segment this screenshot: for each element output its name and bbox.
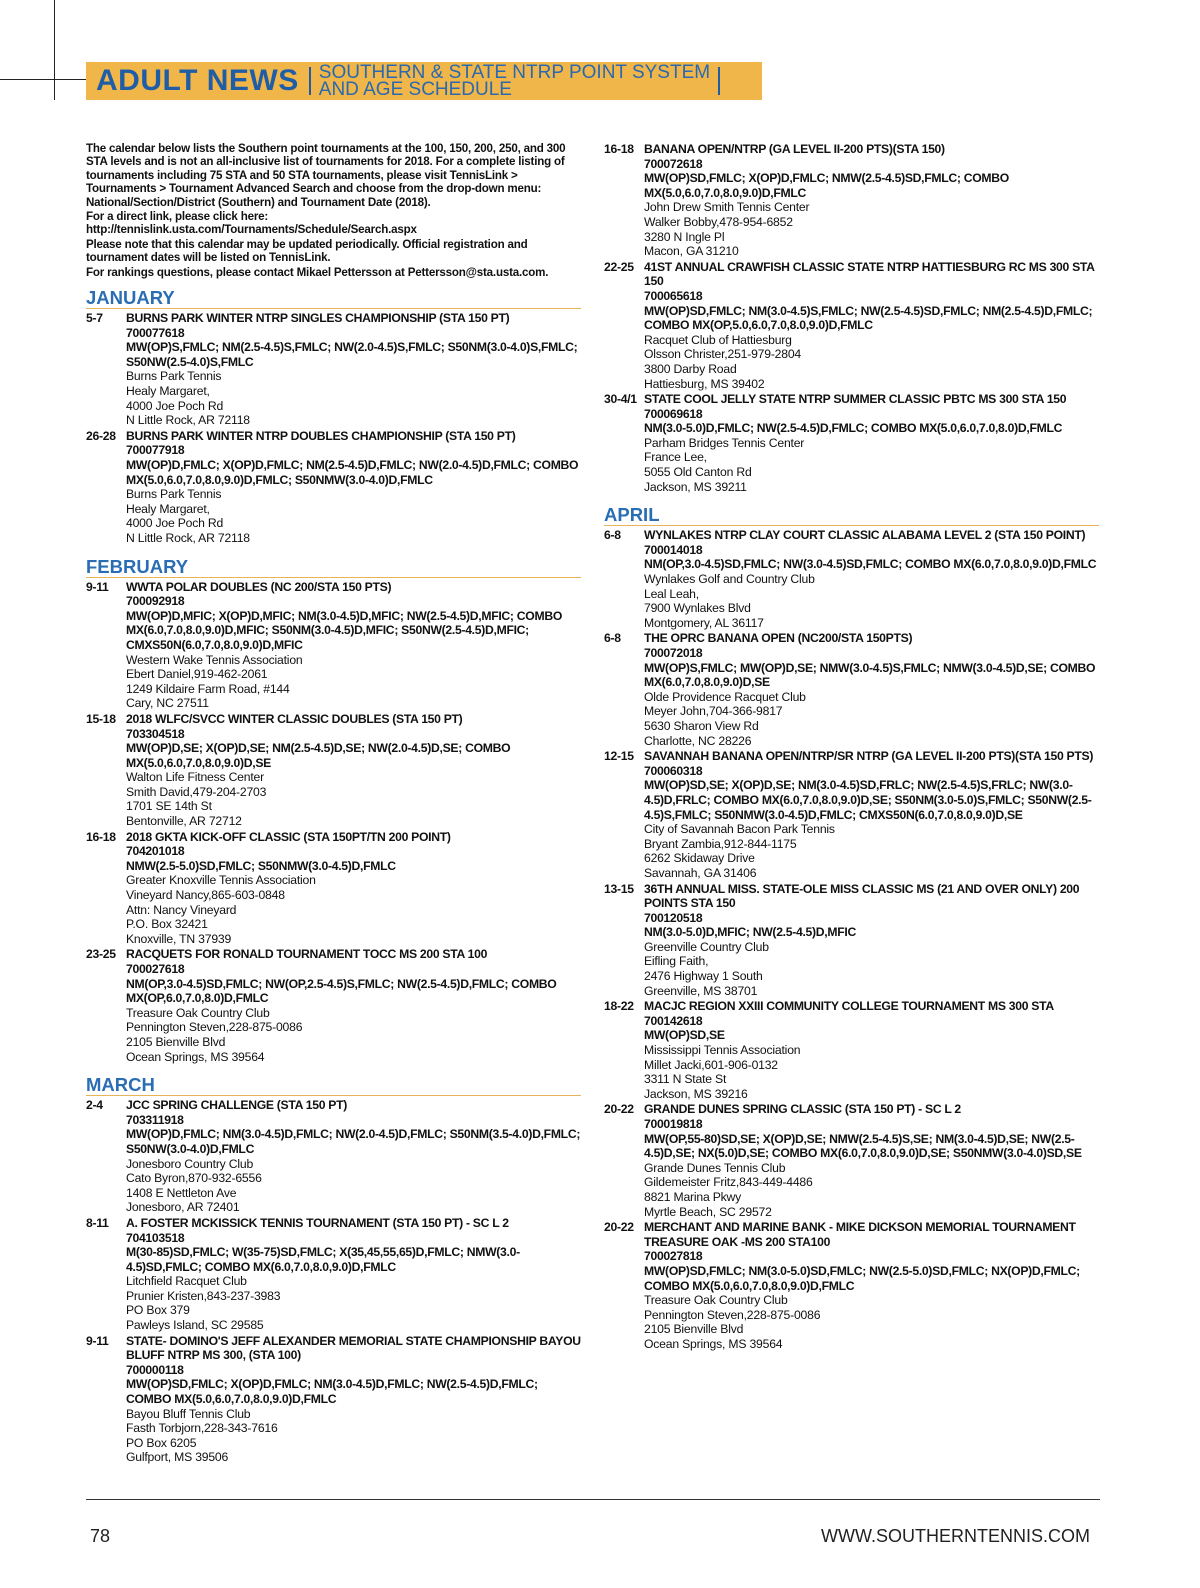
tournament-entry [604,999,1099,1101]
tournament-divisions: MW(OP)S,FMLC; MW(OP)D,SE; NMW(3.0-4.5)S,FMLC; NMW(3.0-4.5)D,SE; COMBO MX(6.0,7.0,8.0,9.0)D,SE [644,660,1096,690]
tournament-title: BURNS PARK WINTER NTRP SINGLES CHAMPIONSHIP (STA 150 PT) [126,311,510,326]
tournament-contact-line: Meyer John,704-366-9817 [644,704,783,719]
tournament-contact-line: Eifling Faith, [644,954,709,969]
tournament-dates: 13-15 [604,881,634,896]
tournament-contact-line: Olsson Christer,251-979-2804 [644,347,801,362]
tournament-contact-line: Bayou Bluff Tennis Club [126,1406,251,1421]
tournament-contact-line: Walton Life Fitness Center [126,770,264,785]
tournament-entry [604,142,1099,259]
tournament-contact-line: Wynlakes Golf and Country Club [644,572,815,587]
tournament-entry [86,311,581,428]
right-lead-events [604,142,1099,494]
tournament-dates: 5-7 [86,311,103,326]
banner-subtitle [319,64,710,98]
tournament-dates: 8-11 [86,1215,109,1230]
tournament-divisions: MW(OP)SD,SE [644,1028,725,1043]
tournament-details [644,1102,1099,1219]
right-column [604,142,1099,1353]
tournament-details [644,999,1099,1101]
tournament-entry [86,580,581,711]
tournament-divisions: MW(OP)SD,FMLC; NM(3.0-4.5)S,FMLC; NW(2.5-4.5)SD,FMLC; NM(2.5-4.5)D,FMLC; COMBO MX(OP,5.0,6.0,7.0,8.0,9.0)D,FMLC [644,303,1093,333]
tournament-dates: 9-11 [86,1333,109,1348]
tournament-contact-line: Macon, GA 31210 [644,244,739,259]
intro-paragraph: For rankings questions, please contact Mikael Pettersson at Pettersson@sta.usta.com. [86,265,549,279]
tournament-divisions: MW(OP)D,MFIC; X(OP)D,MFIC; NM(3.0-4.5)D,MFIC; NW(2.5-4.5)D,MFIC; COMBO MX(6.0,7.0,8.0,9.0)D,MFIC; S50NM(3.0-4.5)D,MFIC; S50NW(2.5-4.5)D,MFIC; CMXS50N(6.0,7.0,8.0,9.0)D,MFIC [126,608,562,652]
tournament-contact-line: Hattiesburg, MS 39402 [644,376,765,391]
website-link[interactable]: WWW.SOUTHERNTENNIS.COM [821,1526,1090,1546]
banner-subtitle-line2: AND AGE SCHEDULE [318,79,512,100]
tournament-contact-line: 5055 Old Canton Rd [644,465,752,480]
tournament-title: STATE COOL JELLY STATE NTRP SUMMER CLASSIC PBTC MS 300 STA 150 [644,392,1067,407]
crop-mark-horizontal [0,79,86,80]
tournament-details [126,1334,581,1465]
intro-text [86,142,581,279]
tournament-contact-line: 1408 E Nettleton Ave [126,1185,237,1200]
tournament-id: 700077618 [126,325,185,340]
tournament-title: A. FOSTER MCKISSICK TENNIS TOURNAMENT (STA 150 PT) - SC L 2 [126,1215,509,1230]
tournament-dates: 23-25 [86,947,116,962]
banner-title: ADULT NEWS [96,64,299,97]
tournament-contact-line: Burns Park Tennis [126,487,222,502]
tournament-contact-line: Myrtle Beach, SC 29572 [644,1204,772,1219]
tournament-title: THE OPRC BANANA OPEN (NC200/STA 150PTS) [644,631,913,646]
tournament-contact-line: City of Savannah Bacon Park Tennis [644,822,835,837]
tournament-contact-line: Grande Dunes Tennis Club [644,1160,786,1175]
tournament-details [126,712,581,829]
left-month-list [86,289,581,1465]
tournament-id: 704201018 [126,844,185,859]
tournament-contact-line: Jonesboro Country Club [126,1156,254,1171]
tournament-dates: 9-11 [86,579,109,594]
tournament-contact-line: Cary, NC 27511 [126,696,209,711]
tournament-dates: 6-8 [604,631,621,646]
month-heading: APRIL [604,506,1099,526]
tournament-entry [86,947,581,1064]
tournament-divisions: MW(OP)SD,FMLC; X(OP)D,FMLC; NM(3.0-4.5)D,FMLC; NW(2.5-4.5)D,FMLC; COMBO MX(5.0,6.0,7.0,8.0,9.0)D,FMLC [126,1377,538,1407]
tournament-contact-line: Millet Jacki,601-906-0132 [644,1057,778,1072]
tournament-contact-line: Prunier Kristen,843-237-3983 [126,1288,281,1303]
tournament-contact-line: Treasure Oak Country Club [126,1005,270,1020]
tournament-contact-line: Litchfield Racquet Club [126,1274,247,1289]
tournament-contact-line: 2105 Bienville Blvd [126,1034,226,1049]
tournament-contact-line: Mississippi Tennis Association [644,1043,801,1058]
tournament-details [126,580,581,711]
tournament-contact-line: Pennington Steven,228-875-0086 [126,1020,303,1035]
tournament-entry [604,631,1099,748]
tournament-contact-line: Smith David,479-204-2703 [126,784,267,799]
tournament-divisions: NM(3.0-5.0)D,MFIC; NW(2.5-4.5)D,MFIC [644,925,856,940]
tournament-contact-line: Pennington Steven,228-875-0086 [644,1307,821,1322]
tournament-contact-line: 6262 Skidaway Drive [644,851,755,866]
tournament-details [644,749,1099,880]
tournament-title: 2018 GKTA KICK-OFF CLASSIC (STA 150PT/TN 200 POINT) [126,829,451,844]
month-heading: JANUARY [86,289,581,309]
section-banner [86,62,762,100]
tournament-contact-line: 1701 SE 14th St [126,799,212,814]
tournament-contact-line: Charlotte, NC 28226 [644,733,752,748]
footer-rule [86,1499,1100,1500]
tournament-contact-line: 3800 Darby Road [644,361,737,376]
crop-mark-vertical [54,0,55,100]
tournament-contact-line: Gildemeister Fritz,843-449-4486 [644,1175,813,1190]
tournament-contact-line: Burns Park Tennis [126,369,222,384]
tournament-divisions: MW(OP)D,FMLC; NM(3.0-4.5)D,FMLC; NW(2.0-4.5)D,FMLC; S50NM(3.5-4.0)D,FMLC; S50NW(3.0-4.0)D,FMLC [126,1127,581,1156]
tournament-divisions: MW(OP)D,SE; X(OP)D,SE; NM(2.5-4.5)D,SE; NW(2.0-4.5)D,SE; COMBO MX(5.0,6.0,7.0,8.0,9.0)D,SE [126,741,511,770]
tournament-title: BURNS PARK WINTER NTRP DOUBLES CHAMPIONSHIP (STA 150 PT) [126,428,516,443]
tournament-entry [86,429,581,546]
tournament-details [126,1216,581,1333]
tournament-divisions: MW(OP)SD,SE; X(OP)D,SE; NM(3.0-4.5)SD,FRLC; NW(2.5-4.5)S,FRLC; NW(3.0-4.5)D,FRLC; COMBO MX(6.0,7.0,8.0,9.0)D,SE; S50NM(3.0-5.0)S,FMLC; S50NW(2.5-4.5)S,FMLC; S50NMW(3.0-4.5)D,FMLC; CMXS50N(6.0,7.0,8.0,9.0)D,SE [644,778,1092,822]
tournament-entry [604,882,1099,999]
tournament-dates: 16-18 [604,142,634,156]
tournament-entry [86,830,581,947]
tournament-id: 700065618 [644,288,703,303]
tournament-id: 700120518 [644,910,703,925]
tournament-title: WWTA POLAR DOUBLES (NC 200/STA 150 PTS) [126,579,392,594]
tournament-title: BANANA OPEN/NTRP (GA LEVEL II-200 PTS)(STA 150) [644,142,945,156]
tournament-title: RACQUETS FOR RONALD TOURNAMENT TOCC MS 200 STA 100 [126,947,488,962]
tournament-contact-line: Parham Bridges Tennis Center [644,435,805,450]
tournament-contact-line: Fasth Torbjorn,228-343-7616 [126,1421,278,1436]
tournament-contact-line: Healy Margaret, [126,384,210,399]
tournament-dates: 12-15 [604,749,634,764]
tournament-contact-line: Walker Bobby,478-954-6852 [644,214,793,229]
tournament-details [126,830,581,947]
tournament-id: 700092918 [126,594,185,609]
left-column [86,142,581,1466]
tournament-divisions: MW(OP)SD,FMLC; NM(3.0-5.0)SD,FMLC; NW(2.5-5.0)SD,FMLC; NX(OP)D,FMLC; COMBO MX(5.0,6.0,7.0,8.0,9.0)D,FMLC [644,1263,1080,1293]
tournament-details [126,947,581,1064]
tournament-id: 704103518 [126,1230,185,1245]
tournament-dates: 16-18 [86,829,116,844]
tournament-divisions: M(30-85)SD,FMLC; W(35-75)SD,FMLC; X(35,45,55,65)D,FMLC; NMW(3.0-4.5)SD,FMLC; COMBO MX(6.0,7.0,8.0,9.0)D,FMLC [126,1245,520,1274]
tournament-details [644,142,1099,259]
tournament-contact-line: John Drew Smith Tennis Center [644,200,810,215]
tournament-title: GRANDE DUNES SPRING CLASSIC (STA 150 PT) - SC L 2 [644,1102,961,1117]
tournament-id: 700027818 [644,1249,703,1264]
tournament-details [126,429,581,546]
tournament-entry [604,1102,1099,1219]
tournament-contact-line: Gulfport, MS 39506 [126,1450,229,1465]
tournament-id: 700014018 [644,542,703,557]
tournament-contact-line: Attn: Nancy Vineyard [126,902,237,917]
tournament-contact-line: Ocean Springs, MS 39564 [126,1049,265,1064]
tournament-contact-line: PO Box 379 [126,1303,190,1318]
tournament-contact-line: 5630 Sharon View Rd [644,718,759,733]
tournament-details [644,392,1099,494]
intro-paragraph: The calendar below lists the Southern point tournaments at the 100, 150, 200, 250, and 300 STA levels and is not an all-inclusive list of tournaments for 2018. For a complete listing of tournaments including 75 STA and 50 STA tournaments, please visit TennisLink > Tournaments > Tournament Advanced Search and choose from the drop-down menu: National/Section/District (Southern) and Tournament Date (2018). [86,142,566,209]
tournament-contact-line: Jackson, MS 39211 [644,479,747,494]
tournament-entry [604,392,1099,494]
tournament-contact-line: Healy Margaret, [126,501,210,516]
tournament-contact-line: 2105 Bienville Blvd [644,1322,744,1337]
tournament-id: 700027618 [126,962,185,976]
tournament-id: 700072018 [644,646,703,660]
tournament-contact-line: P.O. Box 32421 [126,917,208,932]
tournament-contact-line: N Little Rock, AR 72118 [126,413,250,428]
tournament-divisions: NM(OP,3.0-4.5)SD,FMLC; NW(OP,2.5-4.5)S,FMLC; NW(2.5-4.5)D,FMLC; COMBO MX(OP,6.0,7.0,8.0)D,FMLC [126,976,557,1006]
tournament-details [644,528,1099,630]
tournament-contact-line: 3311 N State St [644,1072,727,1087]
tournament-details [644,882,1099,999]
page-number: 78 [90,1526,111,1546]
tournament-title: STATE- DOMINO'S JEFF ALEXANDER MEMORIAL STATE CHAMPIONSHIP BAYOU BLUFF NTRP MS 300, (STA 100) [126,1333,581,1363]
tournament-divisions: MW(OP)S,FMLC; NM(2.5-4.5)S,FMLC; NW(2.0-4.5)S,FMLC; S50NM(3.0-4.0)S,FMLC; S50NW(2.5-4.0)S,FMLC [126,340,578,369]
tournament-title: MACJC REGION XXIII COMMUNITY COLLEGE TOURNAMENT MS 300 STA [644,999,1054,1014]
tournament-contact-line: Greenville, MS 38701 [644,983,758,998]
tournament-entry [604,260,1099,391]
tournament-contact-line: Olde Providence Racquet Club [644,689,806,704]
tournament-contact-line: France Lee, [644,450,707,465]
tournament-entry [604,528,1099,630]
tournament-entry [86,1098,581,1215]
tournament-contact-line: 2476 Highway 1 South [644,969,763,984]
tournament-contact-line: Racquet Club of Hattiesburg [644,332,792,347]
tournament-contact-line: 4000 Joe Poch Rd [126,516,224,531]
tournament-details [644,631,1099,748]
tournament-contact-line: 8821 Marina Pkwy [644,1189,742,1204]
tournament-contact-line: Jackson, MS 39216 [644,1086,748,1101]
tournament-divisions: NM(OP,3.0-4.5)SD,FMLC; NW(3.0-4.5)SD,FMLC; COMBO MX(6.0,7.0,8.0,9.0)D,FMLC [644,557,1097,572]
tournament-title: MERCHANT AND MARINE BANK - MIKE DICKSON MEMORIAL TOURNAMENT TREASURE OAK -MS 200 STA100 [644,1220,1076,1249]
tournament-entry [86,1334,581,1465]
tournament-contact-line: 4000 Joe Poch Rd [126,398,224,413]
tournament-contact-line: Greater Knoxville Tennis Association [126,873,316,888]
tournament-entry [604,1220,1099,1351]
tournament-contact-line: Greenville Country Club [644,939,769,954]
tournament-title: 41ST ANNUAL CRAWFISH CLASSIC STATE NTRP HATTIESBURG RC MS 300 STA 150 [644,259,1095,289]
tournament-id: 700072618 [644,156,703,171]
month-heading: MARCH [86,1076,581,1096]
tournament-contact-line: Cato Byron,870-932-6556 [126,1171,262,1186]
banner-subtitle-line1: SOUTHERN & STATE NTRP POINT SYSTEM [318,62,711,83]
tournament-contact-line: Pawleys Island, SC 29585 [126,1318,264,1333]
tournament-dates: 6-8 [604,528,621,543]
tournament-contact-line: Bryant Zambia,912-844-1175 [644,836,797,851]
tournament-id: 703304518 [126,726,185,741]
tournament-contact-line: Savannah, GA 31406 [644,865,757,880]
tournament-contact-line: Bentonville, AR 72712 [126,814,242,829]
tournament-details [126,311,581,428]
tournament-details [644,260,1099,391]
tournament-id: 700077918 [126,443,185,458]
tournament-id: 700142618 [644,1013,703,1028]
tournament-contact-line: Montgomery, AL 36117 [644,615,764,630]
tournament-title: WYNLAKES NTRP CLAY COURT CLASSIC ALABAMA LEVEL 2 (STA 150 POINT) [644,528,1086,543]
month-heading: FEBRUARY [86,558,581,578]
tournament-divisions: NMW(2.5-5.0)SD,FMLC; S50NMW(3.0-4.5)D,FMLC [126,858,396,873]
tournament-dates: 26-28 [86,428,116,443]
tournament-id: 700019818 [644,1117,703,1131]
tournament-contact-line: 3280 N Ingle Pl [644,229,725,244]
tournament-entry [86,1216,581,1333]
tournament-details [126,1098,581,1215]
banner-divider [309,67,311,95]
tournament-contact-line: 1249 Kildaire Farm Road, #144 [126,681,290,696]
tournament-dates: 20-22 [604,1102,634,1117]
intro-paragraph: Please note that this calendar may be updated periodically. Official registration and tournament dates will be listed on TennisLink. [86,237,528,265]
tournament-id: 700069618 [644,406,703,421]
right-month-list [604,506,1099,1351]
tournament-contact-line: Jonesboro, AR 72401 [126,1200,240,1215]
tournament-contact-line: Knoxville, TN 37939 [126,931,232,946]
tournament-contact-line: Ebert Daniel,919-462-2061 [126,667,268,682]
tournament-id: 700000118 [126,1362,184,1377]
tournament-dates: 15-18 [86,711,116,726]
tournament-contact-line: Western Wake Tennis Association [126,652,303,667]
tournament-id: 703311918 [126,1112,184,1127]
tournament-details [644,1220,1099,1351]
tournament-contact-line: Leal Leah, [644,586,699,601]
tournament-id: 700060318 [644,763,703,778]
tournament-divisions: MW(OP,55-80)SD,SE; X(OP)D,SE; NMW(2.5-4.5)S,SE; NM(3.0-4.5)D,SE; NW(2.5-4.5)D,SE; NX(5.0)D,SE; COMBO MX(6.0,7.0,8.0,9.0)D,SE; S50NMW(3.0-4.0)SD,SE [644,1131,1082,1161]
tournament-title: 2018 WLFC/SVCC WINTER CLASSIC DOUBLES (STA 150 PT) [126,711,463,726]
tournament-title: SAVANNAH BANANA OPEN/NTRP/SR NTRP (GA LEVEL II-200 PTS)(STA 150 PTS) [644,749,1094,764]
tournament-divisions: MW(OP)SD,FMLC; X(OP)D,FMLC; NMW(2.5-4.5)SD,FMLC; COMBO MX(5.0,6.0,7.0,8.0,9.0)D,FMLC [644,171,1009,200]
tournament-divisions: MW(OP)D,FMLC; X(OP)D,FMLC; NM(2.5-4.5)D,FMLC; NW(2.0-4.5)D,FMLC; COMBO MX(5.0,6.0,7.0,8.0,9.0)D,FMLC; S50NMW(3.0-4.0)D,FMLC [126,458,579,487]
tournament-dates: 20-22 [604,1220,634,1235]
banner-divider-end [718,67,720,95]
tournament-dates: 22-25 [604,259,634,274]
tournament-contact-line: N Little Rock, AR 72118 [126,530,250,545]
tournament-dates: 18-22 [604,999,634,1014]
tournament-contact-line: PO Box 6205 [126,1435,197,1450]
tournament-dates: 30-4/1 [604,392,637,407]
tournament-entry [604,749,1099,880]
tournament-contact-line: 7900 Wynlakes Blvd [644,601,751,616]
tournament-dates: 2-4 [86,1098,103,1113]
tournament-contact-line: Ocean Springs, MS 39564 [644,1336,783,1351]
tournament-contact-line: Treasure Oak Country Club [644,1293,788,1308]
tournament-divisions: NM(3.0-5.0)D,FMLC; NW(2.5-4.5)D,FMLC; COMBO MX(5.0,6.0,7.0,8.0)D,FMLC [644,421,1063,436]
tournament-contact-line: Vineyard Nancy,865-603-0848 [126,888,285,903]
tournament-title: 36TH ANNUAL MISS. STATE-OLE MISS CLASSIC MS (21 AND OVER ONLY) 200 POINTS STA 150 [644,881,1080,911]
tournament-title: JCC SPRING CHALLENGE (STA 150 PT) [126,1098,348,1113]
tournament-entry [86,712,581,829]
intro-paragraph: For a direct link, please click here: http://tennislink.usta.com/Tournaments/Schedule/Search.aspx [86,210,417,237]
